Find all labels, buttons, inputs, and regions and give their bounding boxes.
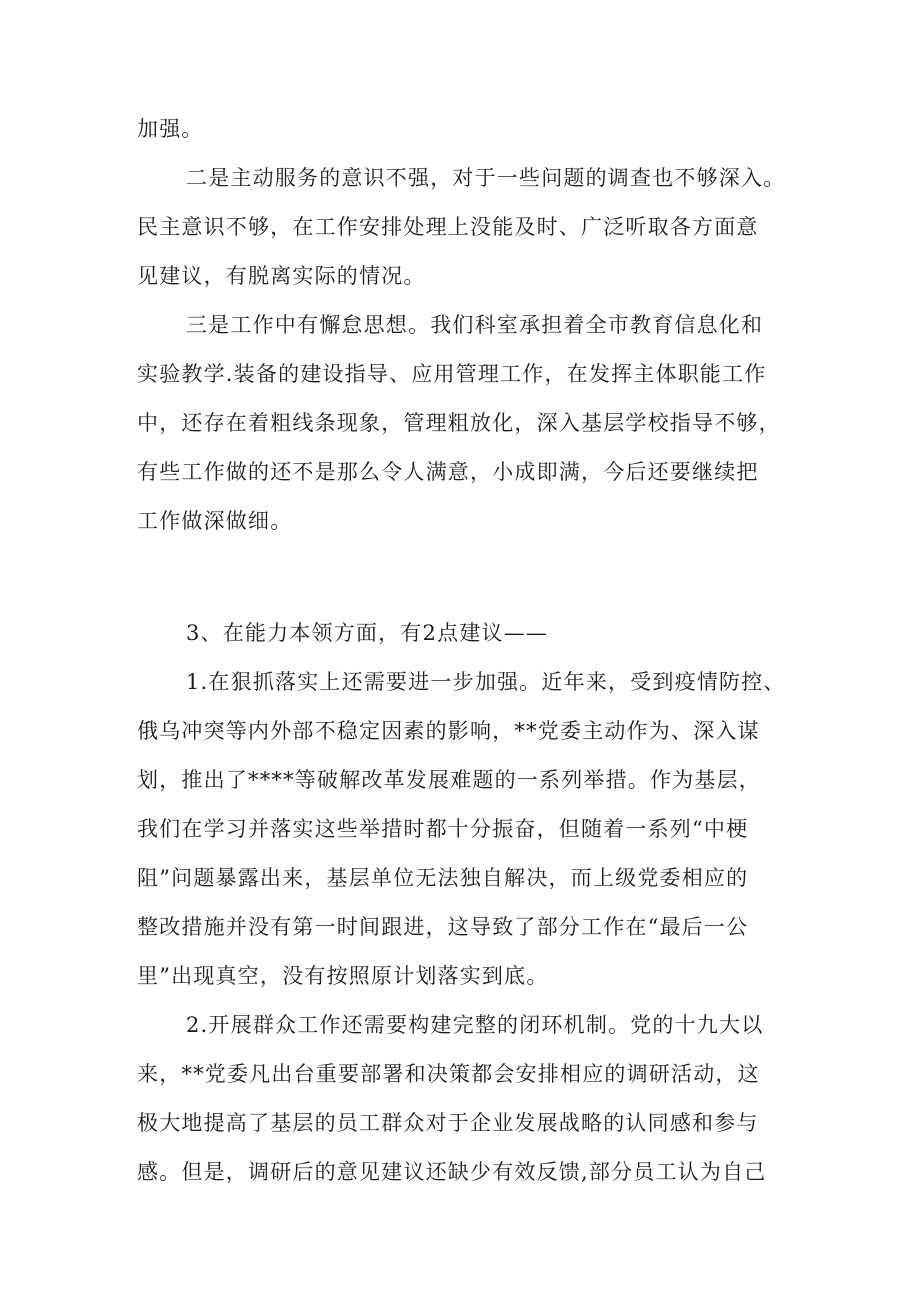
text-line: 见建议，有脱离实际的情况。 — [137, 264, 426, 288]
text-line: 二是主动服务的意识不强，对于一些问题的调查也不够深入。 — [186, 166, 786, 190]
text-line: 划，推出了****等破解改革发展难题的一系列举措。作为基层， — [137, 768, 761, 792]
text-line: 中，还存在着粗线条现象，管理粗放化，深入基层学校指导不够， — [137, 411, 781, 435]
text-line: 实验教学.装备的建设指导、应用管理工作，在发挥主体职能工作 — [137, 362, 767, 386]
text-line: 来，**党委凡出台重要部署和决策都会安排相应的调研活动，这 — [137, 1062, 760, 1086]
text-line: 三是工作中有懈怠思想。我们科室承担着全市教育信息化和 — [186, 313, 764, 337]
text-line: 有些工作做的还不是那么令人满意，小成即满，今后还要继续把 — [137, 460, 759, 484]
text-line: 整改措施并没有第一时间跟进，这导致了部分工作在“最后一公 — [137, 915, 749, 939]
text-line: 民主意识不够，在工作安排处理上没能及时、广泛听取各方面意 — [137, 215, 759, 239]
text-line: 阻”问题暴露出来，基层单位无法独自解决，而上级党委相应的 — [137, 866, 749, 890]
text-line: 工作做深做细。 — [137, 509, 293, 533]
text-line: 里”出现真空，没有按照原计划落实到底。 — [137, 964, 549, 988]
text-line: 我们在学习并落实这些举措时都十分振奋，但随着一系列“中梗 — [137, 817, 749, 841]
text-line: 俄乌冲突等内外部不稳定因素的影响，**党委主动作为、深入谋 — [137, 719, 760, 743]
text-line: 2.开展群众工作还需要构建完整的闭环机制。党的十九大以 — [186, 1013, 764, 1037]
section-heading: 3、在能力本领方面，有2点建议—— — [186, 621, 549, 645]
text-line: 1.在狠抓落实上还需要进一步加强。近年来，受到疫情防控、 — [186, 670, 786, 694]
text-line: 感。但是，调研后的意见建议还缺少有效反馈,部分员工认为自己 — [137, 1160, 767, 1184]
text-line: 极大地提高了基层的员工群众对于企业发展战略的认同感和参与 — [137, 1111, 759, 1135]
text-line: 加强。 — [137, 117, 204, 141]
